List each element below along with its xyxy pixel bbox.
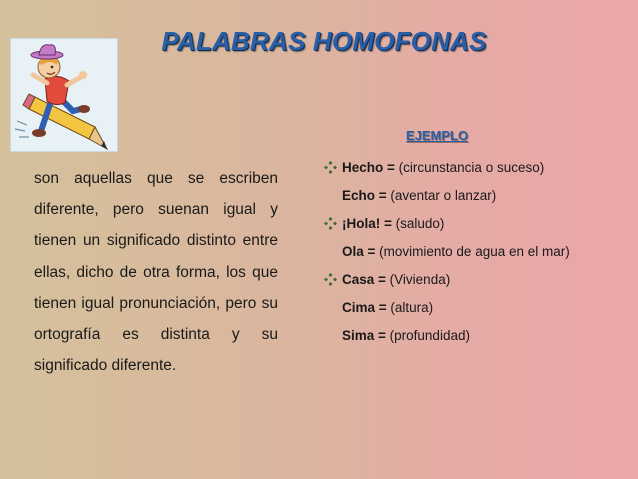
example-line	[342, 270, 622, 290]
example-line	[342, 158, 622, 178]
example-term: Ola =	[342, 244, 376, 259]
example-group	[322, 270, 622, 346]
example-term: ¡Hola! =	[342, 216, 392, 231]
example-meaning: (circunstancia o suceso)	[394, 160, 545, 175]
example-meaning: (movimiento de agua en el mar)	[375, 244, 570, 259]
example-line	[342, 242, 622, 262]
definition-text: son aquellas que se escriben diferente, pero suenan igual y tienen un significado distinto entre ellas, dicho de otra forma, los que tienen igual pronunciación, pero su ortografía es distinta y su significado diferente.	[34, 170, 278, 375]
diamond-bullet-icon	[324, 273, 337, 286]
example-line	[342, 326, 622, 346]
example-meaning: (altura)	[386, 300, 434, 315]
example-term: Cima =	[342, 300, 387, 315]
example-term: Echo =	[342, 188, 387, 203]
example-term: Casa =	[342, 272, 386, 287]
example-meaning: (profundidad)	[385, 328, 470, 343]
example-meaning: (saludo)	[391, 216, 445, 231]
example-meaning: (aventar o lanzar)	[386, 188, 497, 203]
example-group	[322, 214, 622, 262]
example-list	[322, 158, 622, 354]
slide-title: PALABRAS HOMOFONAS	[161, 26, 487, 56]
example-line	[342, 298, 622, 318]
example-meaning: (Vivienda)	[385, 272, 451, 287]
example-group	[322, 158, 622, 206]
example-term: Hecho =	[342, 160, 395, 175]
diamond-bullet-icon	[324, 217, 337, 230]
diamond-bullet-icon	[324, 161, 337, 174]
example-line	[342, 186, 622, 206]
example-heading: EJEMPLO	[405, 128, 469, 143]
example-term: Sima =	[342, 328, 386, 343]
example-line	[342, 214, 622, 234]
